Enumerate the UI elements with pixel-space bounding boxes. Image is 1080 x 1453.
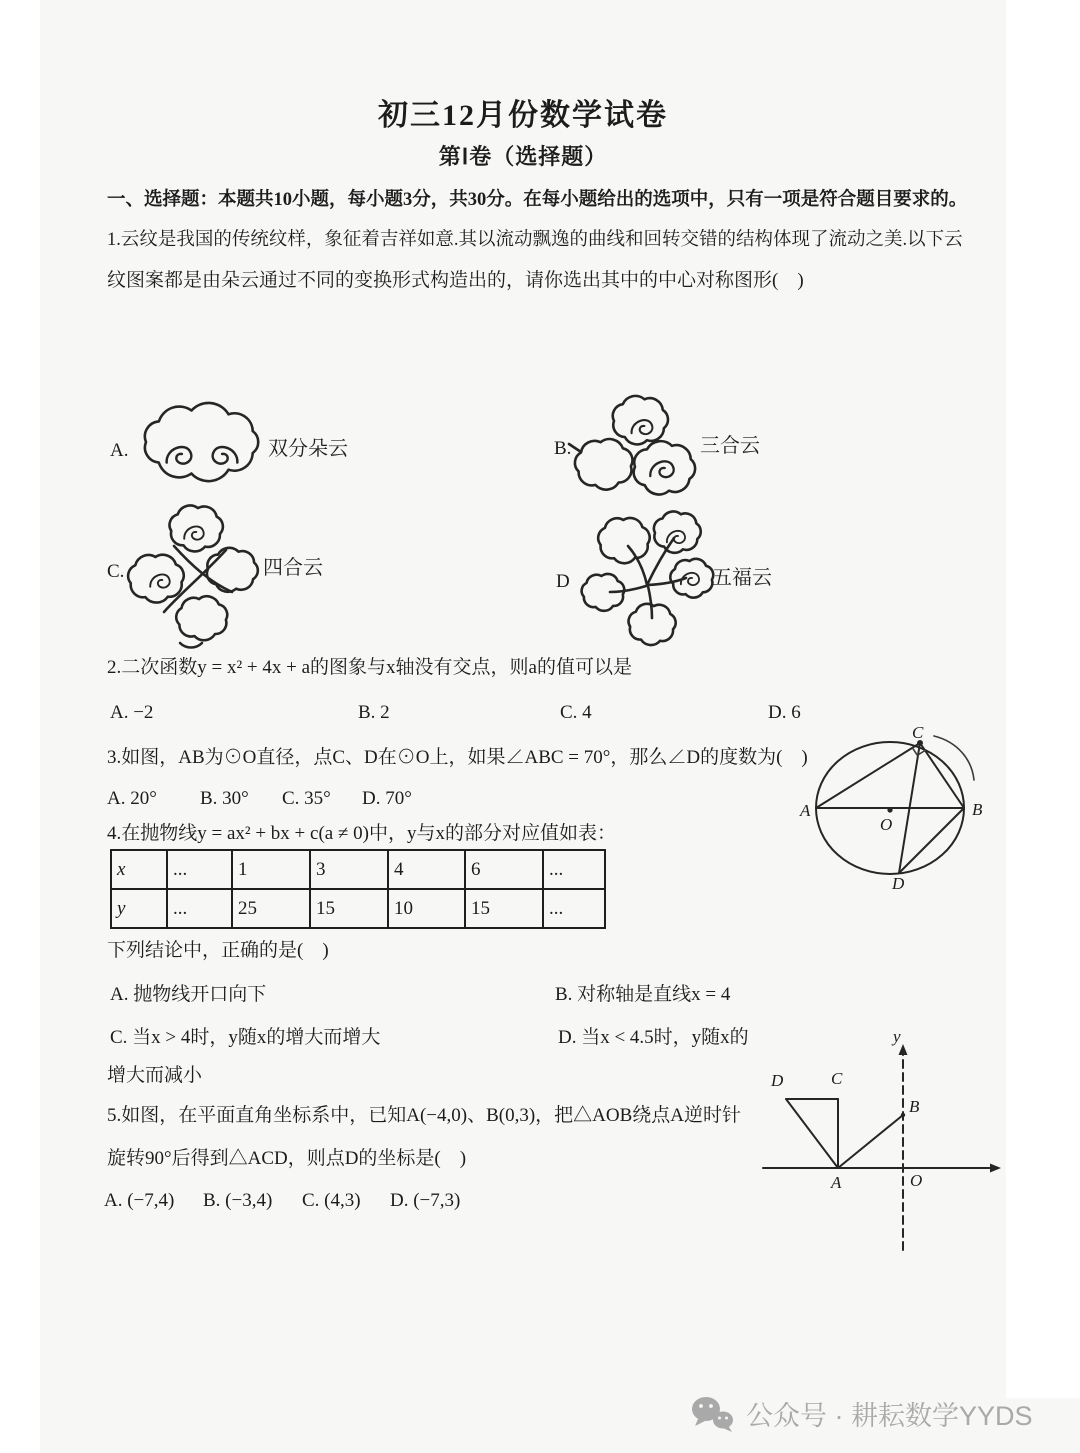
q3-option-d: D. 70° <box>362 788 412 809</box>
q4-option-a: A. 抛物线开口向下 <box>110 984 267 1005</box>
label-origin: O <box>910 1171 923 1190</box>
chord-cb <box>920 743 964 808</box>
label-c: C <box>912 726 924 742</box>
q2-option-d: D. 6 <box>768 702 801 723</box>
table-row-y <box>111 889 605 928</box>
q3-circle-diagram <box>798 726 1013 891</box>
q5-coordinate-diagram <box>755 1028 1015 1263</box>
q5-option-a: A. (−7,4) <box>104 1190 175 1211</box>
q1-option-d-caption: 五福云 <box>712 567 772 589</box>
q4-option-d: D. 当x < 4.5时，y随x的 <box>558 1027 749 1048</box>
q1-text-line1: 1.云纹是我国的传统纹样，象征着吉祥如意.其以流动飘逸的曲线和回转交错的结构体现了流动之美.以下云 <box>107 230 963 250</box>
q2-option-b: B. 2 <box>358 702 390 723</box>
q3-option-c: C. 35° <box>282 788 331 809</box>
q4-text: 4.在抛物线y = ax² + bx + c(a ≠ 0)中，y与x的部分对应值如表： <box>107 823 616 844</box>
watermark-text: 公众号 · 耕耘数学YYDS <box>746 1401 1033 1431</box>
point-b-dot <box>901 1113 905 1117</box>
cell-x-4: 4 <box>388 850 465 889</box>
chord-ac <box>816 743 920 808</box>
cloud-c-small-arc <box>180 643 202 648</box>
q3-option-a: A. 20° <box>107 788 157 809</box>
center-o-dot <box>887 807 892 812</box>
q1-option-c-label: C. <box>107 561 125 582</box>
q2-text: 2.二次函数y = x² + 4x + a的图象与x轴没有交点，则a的值可以是 <box>107 657 632 678</box>
q1-option-b-caption: 三合云 <box>700 435 760 457</box>
x-axis-arrow <box>990 1164 1001 1173</box>
q4-value-table <box>110 849 606 929</box>
label-point-a: A <box>831 1173 842 1192</box>
cell-x-dots-right: ... <box>543 850 605 889</box>
q3-option-b: B. 30° <box>200 788 249 809</box>
cell-x-dots-left: ... <box>167 850 232 889</box>
q3-text: 3.如图，AB为⊙O直径，点C、D在⊙O上，如果∠ABC = 70°，那么∠D的度数为( ) <box>107 747 808 768</box>
cloud-figure-a <box>135 398 270 488</box>
wechat-icon <box>690 1395 736 1433</box>
cloud-figure-b <box>566 388 711 516</box>
q1-option-d-label: D <box>556 571 570 592</box>
q2-option-c: C. 4 <box>560 702 592 723</box>
section-header: 一、选择题：本题共10小题，每小题3分，共30分。在每小题给出的选项中，只有一项是符合题目要求的。 <box>107 190 968 210</box>
q1-option-c-caption: 四合云 <box>263 557 323 579</box>
q5-text-line2: 旋转90°后得到△ACD，则点D的坐标是( ) <box>107 1148 467 1169</box>
cell-x-header: x <box>111 850 167 889</box>
q1-option-b-label: B. <box>554 438 572 459</box>
q5-option-b: B. (−3,4) <box>203 1190 273 1211</box>
label-o: O <box>880 815 893 834</box>
q5-option-d: D. (−7,3) <box>390 1190 461 1211</box>
cloud-figure-d <box>572 500 720 655</box>
q4-prompt: 下列结论中，正确的是( ) <box>107 940 329 961</box>
table-row-x <box>111 850 605 889</box>
cell-x-1: 1 <box>232 850 310 889</box>
q1-option-a-caption: 双分朵云 <box>268 438 348 460</box>
cell-x-6: 6 <box>465 850 543 889</box>
label-point-c: C <box>831 1069 843 1088</box>
q1-option-a-label: A. <box>110 440 129 461</box>
watermark <box>690 1394 1033 1433</box>
cell-y-dots-right: ... <box>543 889 605 928</box>
q1-text-line2: 纹图案都是由朵云通过不同的变换形式构造出的，请你选出其中的中心对称图形( ) <box>107 270 804 291</box>
label-d: D <box>892 874 905 891</box>
segment-ab <box>838 1115 903 1168</box>
cell-y-25: 25 <box>232 889 310 928</box>
q4-option-d-continued: 增大而减小 <box>107 1065 203 1086</box>
cell-x-3: 3 <box>310 850 388 889</box>
page-subtitle: 第Ⅰ卷（选择题） <box>438 144 608 169</box>
segment-da <box>786 1099 838 1168</box>
cloud-figure-c <box>122 498 267 650</box>
label-b: B <box>972 800 983 819</box>
cell-y-15b: 15 <box>465 889 543 928</box>
q4-option-b: B. 对称轴是直线x = 4 <box>555 984 731 1005</box>
cell-y-15a: 15 <box>310 889 388 928</box>
label-point-d: D <box>771 1071 784 1090</box>
q2-option-a: A. −2 <box>110 702 154 723</box>
cell-y-header: y <box>111 889 167 928</box>
label-y-axis: y <box>893 1028 901 1046</box>
q5-option-c: C. (4,3) <box>302 1190 361 1211</box>
label-point-b: B <box>909 1097 920 1116</box>
cell-y-10: 10 <box>388 889 465 928</box>
page-title: 初三12月份数学试卷 <box>378 99 668 132</box>
q4-option-c: C. 当x > 4时，y随x的增大而增大 <box>110 1027 381 1048</box>
q5-text-line1: 5.如图，在平面直角坐标系中，已知A(−4,0)、B(0,3)，把△AOB绕点A逆时针 <box>107 1105 742 1126</box>
cell-y-dots-left: ... <box>167 889 232 928</box>
label-a: A <box>800 801 811 820</box>
